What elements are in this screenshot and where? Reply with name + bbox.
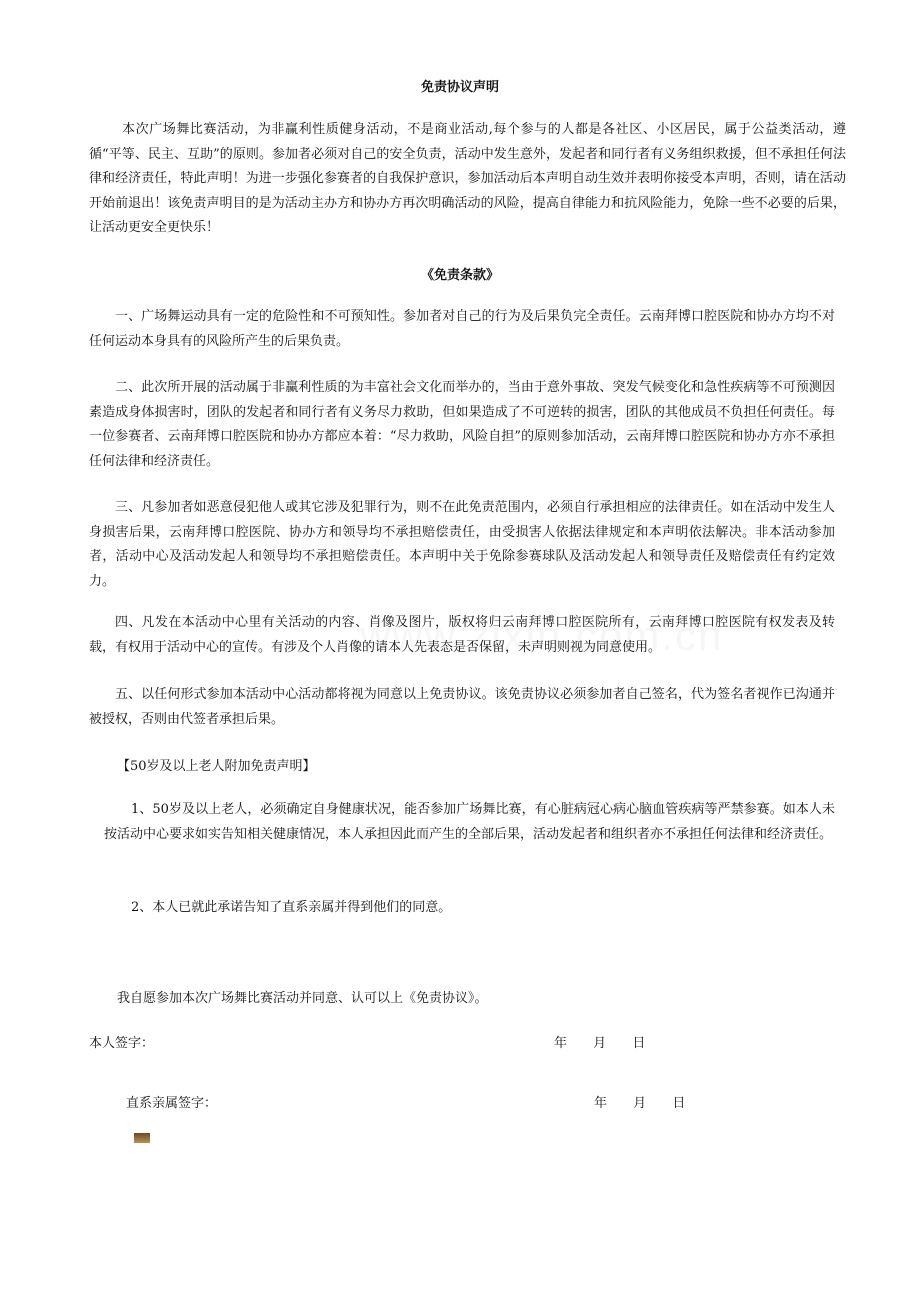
self-date-month: 月 [593,1036,607,1051]
intro-paragraph: 本次广场舞比赛活动，为非赢利性质健身活动，不是商业活动,每个参与的人都是各社区、小区居民，属于公益类活动，遵循“平等、民主、互助”的原则。参加者必须对自己的安全负责，活动中发生意外，发起者和同行者有义务组织救援，但不承担任何法律和经济责任，特此声明！为进一步强化参赛者的自我保护意识，参加活动后本声明自动生效并表明你接受本声明，否则，请在活动开始前退出！该免责声明目的是为活动主办方和协办方再次明确活动的风险，提高自律能力和抗风险能力，免除一些不必要的后果，让活动更安全更快乐！ [89,122,846,235]
family-signature-date [594,1092,685,1111]
small-image-icon [134,1133,150,1143]
family-signature-label: 直系亲属签字： [126,1096,218,1111]
clause-2: 二、此次所开展的活动属于非赢利性质的为丰富社会文化而举办的，当由于意外事故、突发气候变化和急性疾病等不可预测因素造成身体损害时，团队的发起者和同行者有义务尽力救助，但如果造成了不可逆转的损害，团队的其他成员不负担任何责任。每一位参赛者、云南拜博口腔医院和协办方都应本着：“尽力救助，风险自担”的原则参加活动，云南拜博口腔医院和协办方亦不承担任何法律和经济责任。 [89,380,835,469]
clause-5: 五、以任何形式参加本活动中心活动都将视为同意以上免责协议。该免责协议必须参加者自己签名，代为签名者视作已沟通并被授权，否则由代签者承担后果。 [89,687,835,727]
clause-3: 三、凡参加者如恶意侵犯他人或其它涉及犯罪行为，则不在此免责范围内，必须自行承担相应的法律责任。如在活动中发生人身损害后果，云南拜博口腔医院、协办方和领导均不承担赔偿责任，由受损害人依据法律规定和本声明依法解决。非本活动参加者，活动中心及活动发起人和领导均不承担赔偿责任。本声明中关于免除参赛球队及活动发起人和领导责任及赔偿责任有约定效力。 [89,500,835,589]
family-date-month: 月 [633,1096,647,1111]
consent-statement: 我自愿参加本次广场舞比赛活动并同意、认可以上《免责协议》。 [117,991,488,1006]
self-signature-date [554,1032,645,1051]
family-date-year: 年 [594,1096,608,1111]
elder-section-title: 【50岁及以上老人附加免责声明】 [117,759,316,774]
clause-1: 一、广场舞运动具有一定的危险性和不可预知性。参加者对自己的行为及后果负完全责任。云南拜博口腔医院和协办方均不对任何运动本身具有的风险所产生的后果负责。 [89,309,835,349]
self-date-year: 年 [554,1036,568,1051]
clauses-title: 《免责条款》 [420,268,499,283]
clause-4: 四、凡发在本活动中心里有关活动的内容、肖像及图片，版权将归云南拜博口腔医院所有，云南拜博口腔医院有权发表及转载，有权用于活动中心的宣传。有涉及个人肖像的请本人先表态是否保留，未声明则视为同意使用。 [89,615,835,655]
self-date-day: 日 [632,1036,646,1051]
family-date-day: 日 [672,1096,686,1111]
document-title: 免责协议声明 [420,80,499,95]
elder-item-2: 2、本人已就此承诺告知了直系亲属并得到他们的同意。 [131,900,452,915]
self-signature-label: 本人签字： [89,1036,155,1051]
elder-item-1: 1、50岁及以上老人，必须确定自身健康状况，能否参加广场舞比赛，有心脏病冠心病心脑血管疾病等严禁参赛。如本人未按活动中心要求如实告知相关健康情况，本人承担因此而产生的全部后果，活动发起者和组织者亦不承担任何法律和经济责任。 [104,802,835,842]
